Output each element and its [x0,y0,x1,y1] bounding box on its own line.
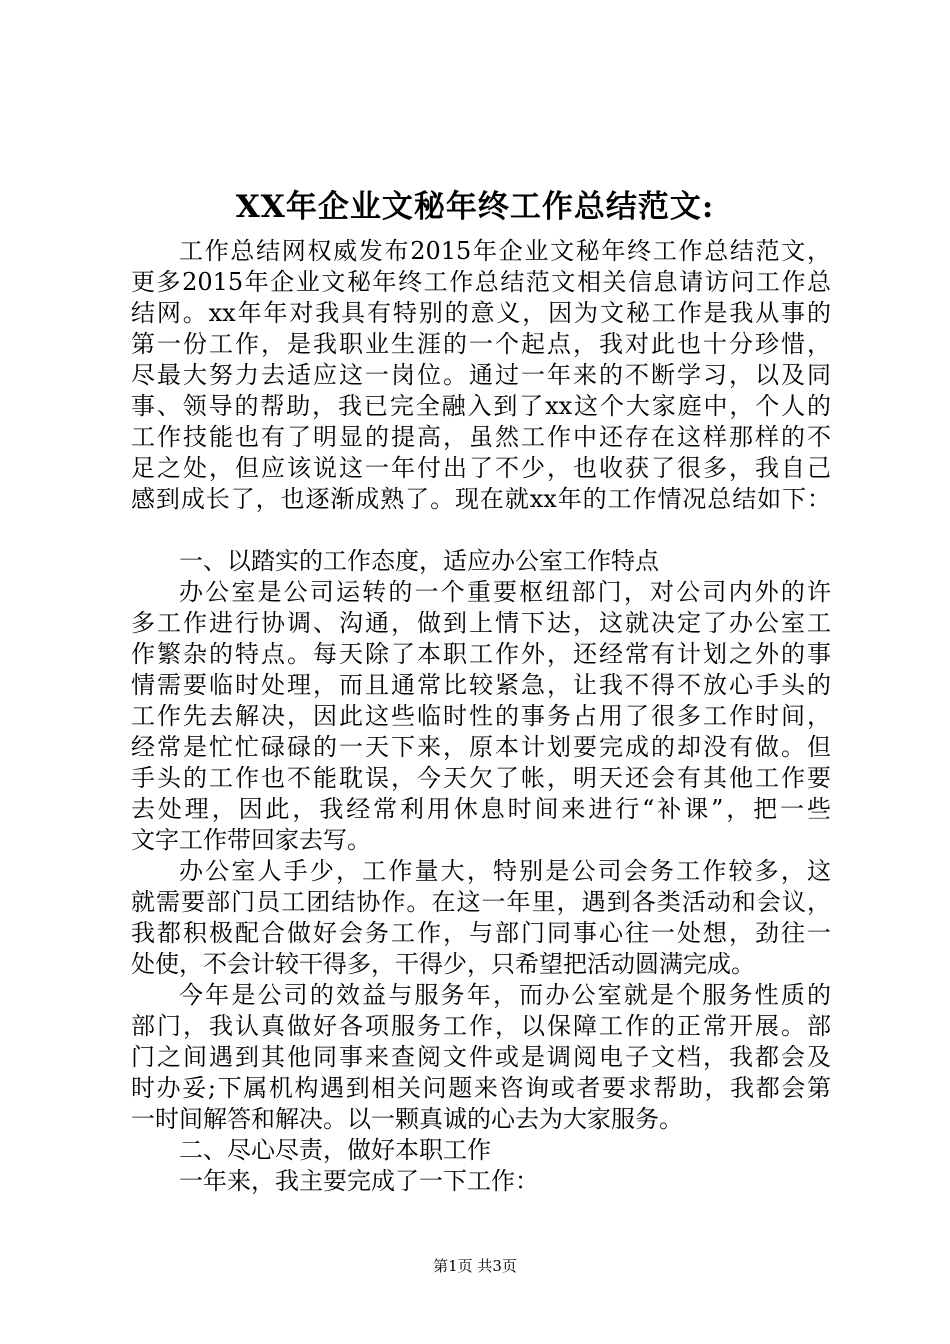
text-line: 情需要临时处理，而且通常比较紧急，让我不得不放心手头的 [131,671,831,699]
paragraph-service [131,980,831,1135]
paragraph-office-work [131,577,831,856]
text-line: 感到成长了，也逐渐成熟了。现在就xx年的工作情况总结如下： [131,485,831,513]
text-line: 作繁杂的特点。每天除了本职工作外，还经常有计划之外的事 [131,640,831,668]
page-number-footer: 第1页 共3页 [433,1257,517,1275]
text-line: 今年是公司的效益与服务年，而办公室就是个服务性质的 [179,981,831,1009]
document-title: XX年企业文秘年终工作总结范文: [235,189,715,225]
text-line: 时办妥;下属机构遇到相关问题来咨询或者要求帮助，我都会第 [131,1074,831,1102]
text-line: 工作总结网权威发布2015年企业文秘年终工作总结范文， [179,237,831,265]
heading-line: 一、以踏实的工作态度，适应办公室工作特点 [179,547,659,575]
text-line: 更多2015年企业文秘年终工作总结范文相关信息请访问工作总 [131,268,831,296]
text-line: 多工作进行协调、沟通，做到上情下达，这就决定了办公室工 [131,609,831,637]
text-line: 手头的工作也不能耽误，今天欠了帐，明天还会有其他工作要 [131,764,831,792]
text-line: 办公室人手少，工作量大，特别是公司会务工作较多，这 [179,857,831,885]
text-line: 处使，不会计较干得多，干得少，只希望把活动圆满完成。 [131,950,755,978]
section-heading-1 [131,546,831,577]
text-line: 部门，我认真做好各项服务工作，以保障工作的正常开展。部 [131,1012,831,1040]
text-line: 我都积极配合做好会务工作，与部门同事心往一处想，劲往一 [131,919,831,947]
text-line: 办公室是公司运转的一个重要枢纽部门，对公司内外的许 [179,578,831,606]
paragraph-work-list-intro [131,1166,831,1197]
text-line: 第一份工作，是我职业生涯的一个起点，我对此也十分珍惜， [131,330,831,358]
text-line: 工作先去解决，因此这些临时性的事务占用了很多工作时间， [131,702,831,730]
heading-line: 二、尽心尽责，做好本职工作 [179,1136,491,1164]
text-line: 事、领导的帮助，我已完全融入到了xx这个大家庭中，个人的 [131,392,831,420]
text-line: 尽最大努力去适应这一岗位。通过一年来的不断学习，以及同 [131,361,831,389]
text-line: 一时间解答和解决。以一颗真诚的心去为大家服务。 [131,1105,683,1133]
paragraph-intro [131,236,831,515]
text-line: 就需要部门员工团结协作。在这一年里，遇到各类活动和会议， [131,888,831,916]
text-line: 门之间遇到其他同事来查阅文件或是调阅电子文档，我都会及 [131,1043,831,1071]
text-line: 文字工作带回家去写。 [131,826,371,854]
text-line: 去处理，因此，我经常利用休息时间来进行“补课”，把一些 [131,795,831,823]
text-line: 经常是忙忙碌碌的一天下来，原本计划要完成的却没有做。但 [131,733,831,761]
text-line: 一年来，我主要完成了一下工作： [179,1167,539,1195]
text-line: 足之处，但应该说这一年付出了不少，也收获了很多，我自己 [131,454,831,482]
text-line: 工作技能也有了明显的提高，虽然工作中还存在这样那样的不 [131,423,831,451]
section-heading-2 [131,1135,831,1166]
document-body [131,236,831,1197]
blank-line [131,515,831,546]
text-line: 结网。xx年年对我具有特别的意义，因为文秘工作是我从事的 [131,299,831,327]
paragraph-teamwork [131,856,831,980]
